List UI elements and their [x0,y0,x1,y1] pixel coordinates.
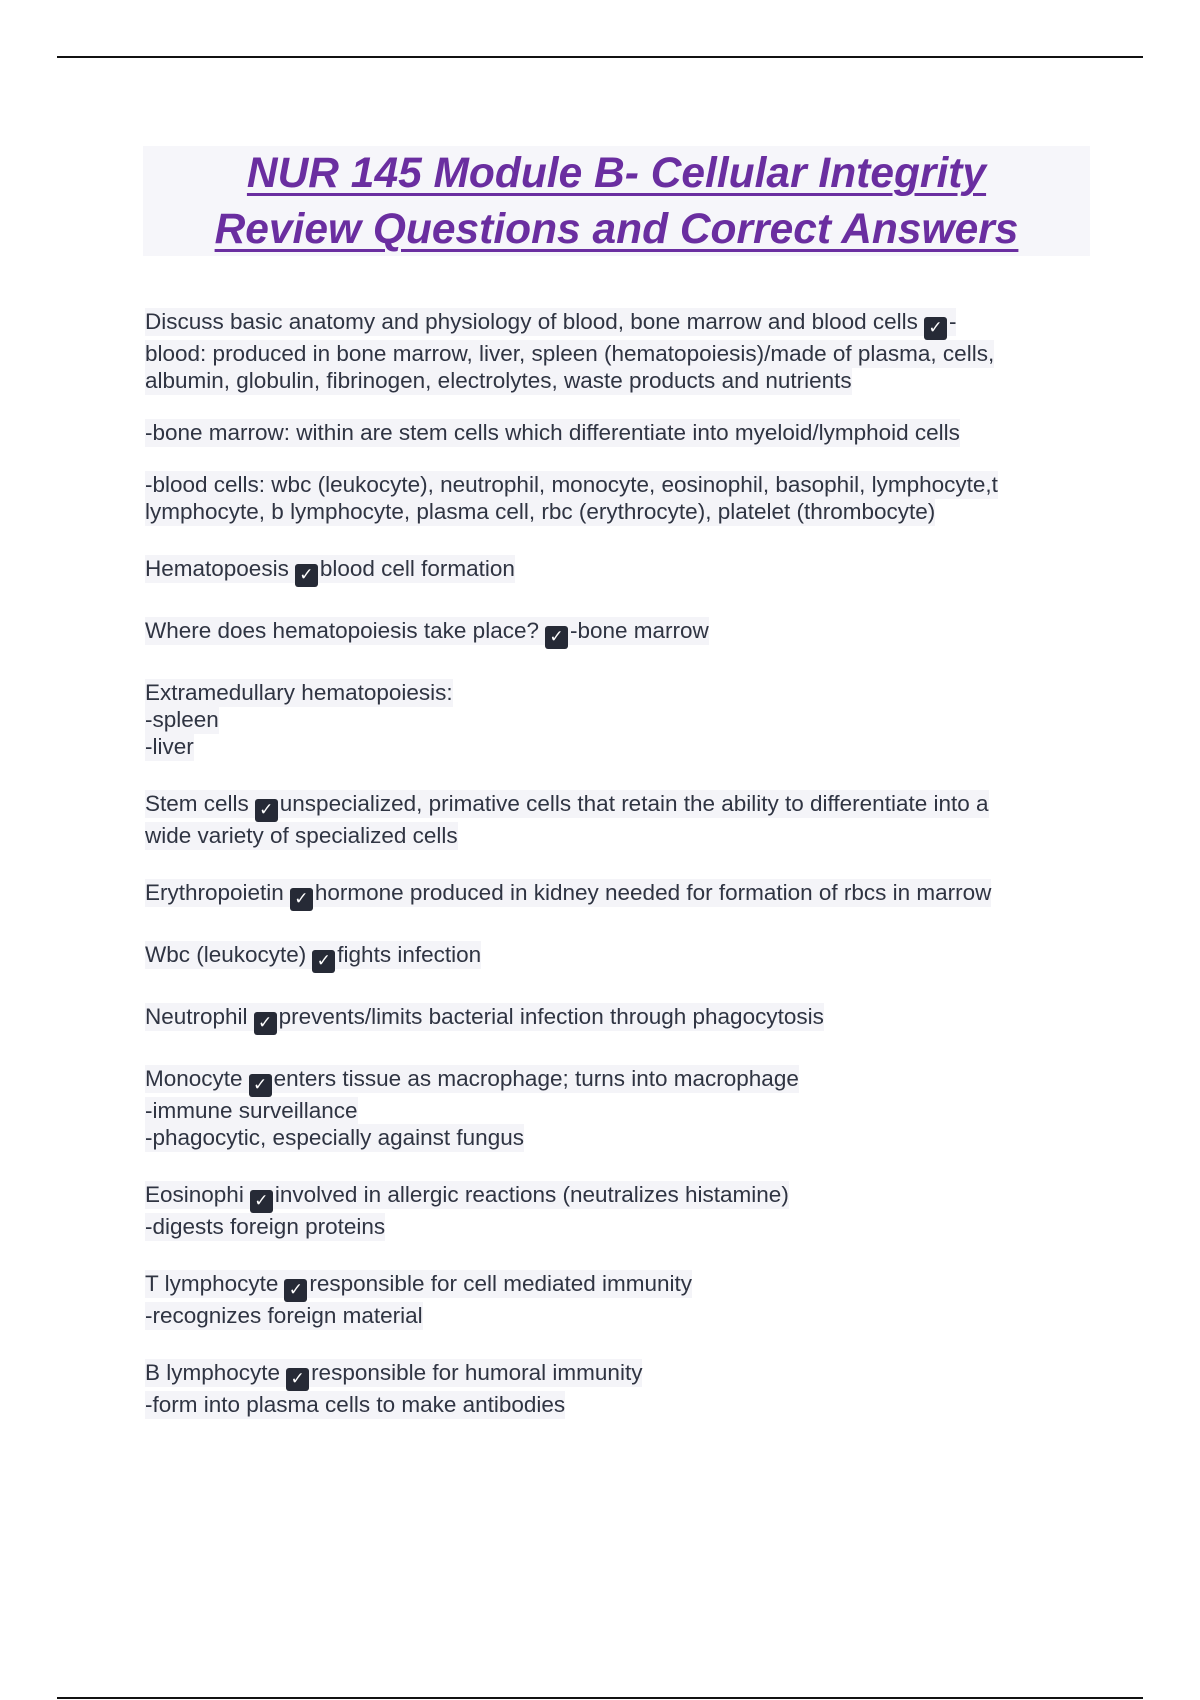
entry-gap [145,849,1075,879]
checkmark-icon: ✓ [284,1279,307,1302]
entry-gap [145,911,1075,941]
entry-gap [145,525,1075,555]
entry-detail [145,1302,1075,1329]
bottom-rule [57,1697,1143,1699]
entry-answer: -bone marrow [569,618,709,643]
checkmark-icon: ✓ [249,1074,272,1097]
paragraph-gap [145,446,1075,471]
qa-entry [145,555,1075,587]
entry-detail-line: -blood cells: wbc (leukocyte), neutrophil, monocyte, eosinophil, basophil, lymphocyte,t [145,472,998,497]
entry-detail-line: wide variety of specialized cells [145,823,458,848]
entry-term: B lymphocyte [145,1360,281,1385]
qa-entry [145,1359,1075,1418]
entry-term: Eosinophi [145,1182,244,1207]
entry-answer: prevents/limits bacterial infection through phagocytosis [278,1004,824,1029]
checkmark-icon: ✓ [545,626,568,649]
entry-detail-line: -phagocytic, especially against fungus [145,1125,524,1150]
entry-term: Monocyte [145,1066,243,1091]
entry-first-line [145,941,481,969]
entry-term: Neutrophil [145,1004,248,1029]
entry-gap [145,1240,1075,1270]
qa-entry [145,617,1075,649]
entry-detail-line: -spleen [145,707,219,732]
entry-gap [145,973,1075,1003]
entry-answer: unspecialized, primative cells that retain the ability to differentiate into a [279,791,989,816]
checkmark-icon: ✓ [312,950,335,973]
entry-detail [145,471,1075,498]
qa-entry [145,308,1075,525]
qa-entry [145,879,1075,911]
entry-term: Wbc (leukocyte) [145,942,307,967]
entry-first-line [145,679,453,707]
entry-gap [145,760,1075,790]
checkmark-icon: ✓ [255,799,278,822]
entry-first-line [145,1359,642,1387]
qa-entry [145,941,1075,973]
entry-detail [145,733,1075,760]
entry-first-line [145,308,956,336]
entry-answer: blood cell formation [319,556,515,581]
entry-detail-line: blood: produced in bone marrow, liver, spleen (hematopoiesis)/made of plasma, cells, [145,341,995,366]
entry-detail [145,340,1075,367]
entry-answer: responsible for humoral immunity [311,1360,643,1385]
entry-detail-line: -form into plasma cells to make antibodies [145,1392,566,1417]
entry-gap [145,1151,1075,1181]
entry-first-line [145,555,515,583]
entry-gap [145,649,1075,679]
title-line-1: NUR 145 Module B- Cellular Integrity [246,150,987,197]
checkmark-icon: ✓ [250,1190,273,1213]
entry-first-line [145,617,709,645]
checkmark-icon: ✓ [254,1012,277,1035]
entry-term: Extramedullary hematopoiesis: [145,680,453,705]
entry-detail [145,1097,1075,1124]
entry-gap [145,587,1075,617]
entry-detail-line: -bone marrow: within are stem cells which differentiate into myeloid/lymphoid cells [145,420,960,445]
checkmark-icon: ✓ [295,564,318,587]
qa-entry [145,1181,1075,1240]
entry-answer: fights infection [337,942,482,967]
entry-detail [145,1391,1075,1418]
entry-term: Stem cells [145,791,249,816]
entry-answer: enters tissue as macrophage; turns into macrophage [273,1066,799,1091]
entry-term: Erythropoietin [145,880,284,905]
entry-first-line [145,1003,824,1031]
entry-detail [145,498,1075,525]
entry-detail-line: -liver [145,734,194,759]
entry-detail [145,1124,1075,1151]
entry-term: Where does hematopoiesis take place? [145,618,539,643]
entry-answer: hormone produced in kidney needed for formation of rbcs in marrow [314,880,992,905]
entry-detail-line: -recognizes foreign material [145,1303,423,1328]
entry-first-line [145,879,991,907]
checkmark-icon: ✓ [286,1368,309,1391]
qa-entry [145,1003,1075,1035]
checkmark-icon: ✓ [290,888,313,911]
qa-entry [145,790,1075,849]
entry-answer: - [948,309,957,334]
top-rule [57,56,1143,58]
qa-entry [145,679,1075,760]
qa-entry [145,1065,1075,1151]
qa-list [145,308,1075,1418]
entry-gap [145,1035,1075,1065]
entry-detail-line: -immune surveillance [145,1098,358,1123]
entry-term: T lymphocyte [145,1271,279,1296]
entry-first-line [145,1270,692,1298]
entry-first-line [145,790,989,818]
checkmark-icon: ✓ [924,317,947,340]
entry-first-line [145,1065,799,1093]
document-title [143,146,1090,256]
entry-term: Hematopoesis [145,556,289,581]
entry-detail-line: -digests foreign proteins [145,1214,386,1239]
title-line-2: Review Questions and Correct Answers [214,206,1019,253]
entry-term: Discuss basic anatomy and physiology of blood, bone marrow and blood cells [145,309,918,334]
entry-detail [145,367,1075,394]
entry-detail [145,706,1075,733]
paragraph-gap [145,394,1075,419]
entry-gap [145,1329,1075,1359]
qa-entry [145,1270,1075,1329]
entry-detail-line: lymphocyte, b lymphocyte, plasma cell, rbc (erythrocyte), platelet (thrombocyte) [145,499,936,524]
entry-first-line [145,1181,789,1209]
entry-detail-line: albumin, globulin, fibrinogen, electrolytes, waste products and nutrients [145,368,852,393]
entry-answer: involved in allergic reactions (neutralizes histamine) [274,1182,789,1207]
entry-answer: responsible for cell mediated immunity [309,1271,693,1296]
entry-detail [145,822,1075,849]
entry-detail [145,419,1075,446]
entry-detail [145,1213,1075,1240]
